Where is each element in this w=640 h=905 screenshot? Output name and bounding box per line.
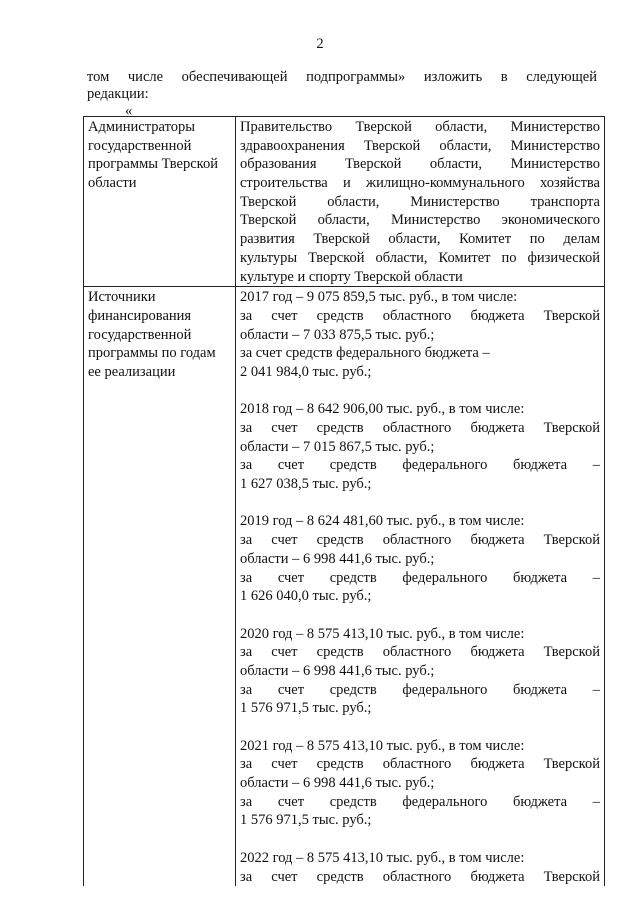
year-2019-federal-line: за счет средств федерального бюджета –	[240, 569, 600, 586]
year-2021-regional-line: за счет средств областного бюджета Тверской	[240, 756, 600, 773]
label-line: Администраторы	[88, 119, 195, 135]
label-line: государственной	[88, 137, 192, 154]
year-2017-federal-amount: 2 041 984,0 тыс. руб.;	[240, 363, 372, 380]
funding-value-cell	[236, 287, 605, 887]
program-passport-table	[83, 116, 605, 886]
year-2018-regional-amount: области – 7 015 867,5 тыс. руб.;	[240, 438, 435, 455]
value-line: развития Тверской области, Комитет по делам	[240, 231, 600, 248]
value-line: здравоохранения Тверской области, Министерство	[240, 137, 600, 154]
intro-line-1: том числе обеспечивающей подпрограммы» изложить в следующей	[87, 69, 597, 85]
spacer	[240, 382, 600, 401]
label-line: программы по годам	[88, 345, 216, 362]
value-line: строительства и жилищно-коммунального хозяйства	[240, 175, 600, 192]
funding-label-cell	[84, 287, 236, 887]
value-line: Тверской области, Министерство экономического	[240, 212, 600, 229]
year-2021-header: 2021 год – 8 575 413,10 тыс. руб., в том числе:	[240, 737, 525, 754]
administrators-label-cell	[84, 117, 236, 287]
year-2020-regional-amount: области – 6 998 441,6 тыс. руб.;	[240, 662, 435, 679]
label-line: ее реализации	[88, 363, 176, 380]
value-line: Тверской области, Министерство транспорта	[240, 193, 600, 210]
value-line: культуры Тверской области, Комитет по физической	[240, 249, 600, 266]
spacer	[240, 830, 600, 849]
opening-quote-mark: «	[125, 103, 133, 119]
year-2019-regional-amount: области – 6 998 441,6 тыс. руб.;	[240, 550, 435, 567]
year-2021-regional-amount: области – 6 998 441,6 тыс. руб.;	[240, 775, 435, 792]
table-row-funding-sources	[84, 287, 605, 887]
spacer	[240, 494, 600, 513]
year-2018-header: 2018 год – 8 642 906,00 тыс. руб., в том числе:	[240, 401, 525, 418]
year-2022-header: 2022 год – 8 575 413,10 тыс. руб., в том числе:	[240, 849, 525, 866]
year-2020-regional-line: за счет средств областного бюджета Тверской	[240, 644, 600, 661]
table-row-administrators	[84, 117, 605, 287]
year-2021-federal-amount: 1 576 971,5 тыс. руб.;	[240, 812, 372, 829]
year-2020-federal-amount: 1 576 971,5 тыс. руб.;	[240, 700, 372, 717]
year-2019-federal-amount: 1 626 040,0 тыс. руб.;	[240, 588, 372, 605]
year-2018-federal-line: за счет средств федерального бюджета –	[240, 457, 600, 474]
year-2020-federal-line: за счет средств федерального бюджета –	[240, 681, 600, 698]
label-line: Источники	[88, 289, 156, 306]
year-2018-regional-line: за счет средств областного бюджета Тверской	[240, 420, 600, 436]
value-line: культуре и спорту Тверской области	[240, 268, 463, 285]
value-line: Правительство Тверской области, Министерство	[240, 119, 600, 135]
year-2020-header: 2020 год – 8 575 413,10 тыс. руб., в том числе:	[240, 625, 525, 642]
label-line: государственной	[88, 326, 192, 343]
label-line: программы Тверской	[88, 156, 218, 173]
year-2019-regional-line: за счет средств областного бюджета Тверской	[240, 532, 600, 549]
year-2017-regional-amount: области – 7 033 875,5 тыс. руб.;	[240, 326, 435, 343]
year-2018-federal-amount: 1 627 038,5 тыс. руб.;	[240, 476, 372, 493]
year-2022-regional-line: за счет средств областного бюджета Тверской	[240, 868, 600, 885]
administrators-value-cell	[236, 117, 605, 287]
spacer	[240, 718, 600, 737]
year-2019-header: 2019 год – 8 624 481,60 тыс. руб., в том числе:	[240, 513, 525, 530]
page-number: 2	[316, 36, 324, 52]
year-2017-regional-line: за счет средств областного бюджета Тверской	[240, 307, 600, 324]
year-2021-federal-line: за счет средств федерального бюджета –	[240, 793, 600, 810]
spacer	[240, 606, 600, 625]
intro-paragraph	[87, 69, 597, 103]
year-2017-header: 2017 год – 9 075 859,5 тыс. руб., в том числе:	[240, 289, 518, 306]
intro-line-2: редакции:	[87, 86, 149, 102]
year-2017-federal-line: за счет средств федерального бюджета –	[240, 345, 490, 362]
value-line: образования Тверской области, Министерство	[240, 156, 600, 173]
label-line: области	[88, 175, 137, 192]
label-line: финансирования	[88, 307, 192, 324]
